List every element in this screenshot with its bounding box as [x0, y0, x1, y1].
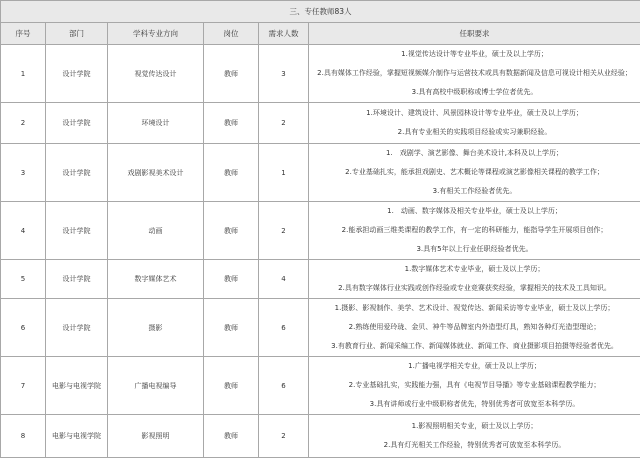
requirement-line: 1. 动画、数字媒体及相关专业毕业，硕士及以上学历； [311, 202, 638, 221]
requirement-line: 3.有相关工作经验者优先。 [311, 182, 638, 201]
cell-no: 2 [1, 103, 46, 144]
header-requirements: 任职要求 [309, 23, 640, 45]
cell-requirements [309, 202, 640, 260]
requirement-line: 2.具有媒体工作经验，掌握短视频媒介制作与运营技术或具有数据新闻及信息可视设计相关从业经验； [311, 64, 638, 83]
cell-post: 教师 [204, 299, 259, 357]
cell-no: 8 [1, 415, 46, 458]
cell-requirements [309, 299, 640, 357]
cell-major: 广播电视编导 [108, 357, 204, 415]
cell-dept: 设计学院 [46, 299, 108, 357]
cell-no: 3 [1, 144, 46, 202]
requirement-line: 1.环境设计、建筑设计、风景园林设计等专业毕业，硕士及以上学历； [311, 104, 638, 123]
cell-post: 教师 [204, 202, 259, 260]
table-row [1, 103, 640, 144]
requirement-line: 2.具有灯光相关工作经验，特别优秀者可放宽至本科学历。 [311, 436, 638, 455]
cell-no: 1 [1, 45, 46, 103]
header-count: 需求人数 [259, 23, 309, 45]
cell-count: 6 [259, 299, 309, 357]
cell-count: 6 [259, 357, 309, 415]
requirement-line: 3.具有高校中级职称或博士学位者优先。 [311, 83, 638, 102]
cell-count: 4 [259, 260, 309, 299]
cell-no: 4 [1, 202, 46, 260]
cell-major: 影视照明 [108, 415, 204, 458]
table-row [1, 357, 640, 415]
requirement-line: 3.具有5年以上行业任职经验者优先。 [311, 240, 638, 259]
cell-major: 摄影 [108, 299, 204, 357]
cell-post: 教师 [204, 45, 259, 103]
requirement-line: 2.具有专业相关的实践项目经验或实习兼职经验。 [311, 123, 638, 142]
requirement-line: 1.影视照明相关专业，硕士及以上学历； [311, 417, 638, 436]
requirement-line: 3.有教育行业、新闻采编工作、新闻媒体就业、新闻工作、商业摄影项目拍摄等经验者优先。 [311, 337, 638, 356]
header-no: 序号 [1, 23, 46, 45]
cell-dept: 电影与电视学院 [46, 357, 108, 415]
table-title: 三、专任教师83人 [1, 1, 640, 23]
requirement-line: 1.视觉传达设计等专业毕业，硕士及以上学历； [311, 45, 638, 64]
cell-requirements [309, 260, 640, 299]
cell-dept: 设计学院 [46, 144, 108, 202]
requirement-line: 2.专业基础扎实，能承担戏剧史、艺术概论等课程或演艺影像相关课程的教学工作； [311, 163, 638, 182]
header-dept: 部门 [46, 23, 108, 45]
cell-dept: 电影与电视学院 [46, 415, 108, 458]
cell-count: 1 [259, 144, 309, 202]
requirement-line: 1.摄影、影视制作、美学、艺术设计、视觉传达、新闻采访等专业毕业，硕士及以上学历； [311, 299, 638, 318]
cell-requirements [309, 357, 640, 415]
cell-post: 教师 [204, 144, 259, 202]
requirement-line: 2.能承担动画三维类课程的教学工作，有一定的科研能力，能指导学生开展项目创作； [311, 221, 638, 240]
table-row [1, 299, 640, 357]
requirement-line: 2.专业基础扎实，实践能力强，具有《电视节目导播》等专业基础课程教学能力； [311, 376, 638, 395]
header-major: 学科专业方向 [108, 23, 204, 45]
header-post: 岗位 [204, 23, 259, 45]
table-row [1, 45, 640, 103]
table-row [1, 144, 640, 202]
cell-post: 教师 [204, 357, 259, 415]
cell-requirements [309, 45, 640, 103]
cell-requirements [309, 103, 640, 144]
cell-post: 教师 [204, 415, 259, 458]
cell-requirements [309, 415, 640, 458]
cell-dept: 设计学院 [46, 103, 108, 144]
requirement-line: 1.广播电视学相关专业，硕士及以上学历； [311, 357, 638, 376]
table-header-row [1, 23, 640, 45]
cell-major: 动画 [108, 202, 204, 260]
table-body [1, 1, 640, 458]
cell-dept: 设计学院 [46, 45, 108, 103]
cell-post: 教师 [204, 103, 259, 144]
requirement-line: 2.具有数字媒体行业实践或创作经验或专业竞赛获奖经验，掌握相关的技术及工具知识。 [311, 279, 638, 298]
requirement-line: 1. 戏剧学、演艺影像、舞台美术设计,本科及以上学历； [311, 144, 638, 163]
cell-no: 5 [1, 260, 46, 299]
cell-count: 2 [259, 202, 309, 260]
cell-dept: 设计学院 [46, 260, 108, 299]
cell-major: 数字媒体艺术 [108, 260, 204, 299]
cell-no: 6 [1, 299, 46, 357]
table-row [1, 415, 640, 458]
cell-major: 环境设计 [108, 103, 204, 144]
cell-dept: 设计学院 [46, 202, 108, 260]
cell-post: 教师 [204, 260, 259, 299]
cell-major: 戏剧影视美术设计 [108, 144, 204, 202]
table-row [1, 260, 640, 299]
table-title-row [1, 1, 640, 23]
cell-requirements [309, 144, 640, 202]
table-row [1, 202, 640, 260]
requirement-line: 1.数字媒体艺术专业毕业，硕士及以上学历； [311, 260, 638, 279]
cell-count: 3 [259, 45, 309, 103]
requirement-line: 3.具有讲师或行业中级职称者优先，特别优秀者可放宽至本科学历。 [311, 395, 638, 414]
requirement-line: 2.熟练使用爱玲珑、金贝、神牛等品牌室内外造型灯具，熟知各种灯光造型理论； [311, 318, 638, 337]
cell-count: 2 [259, 103, 309, 144]
cell-no: 7 [1, 357, 46, 415]
cell-count: 2 [259, 415, 309, 458]
cell-major: 视觉传达设计 [108, 45, 204, 103]
